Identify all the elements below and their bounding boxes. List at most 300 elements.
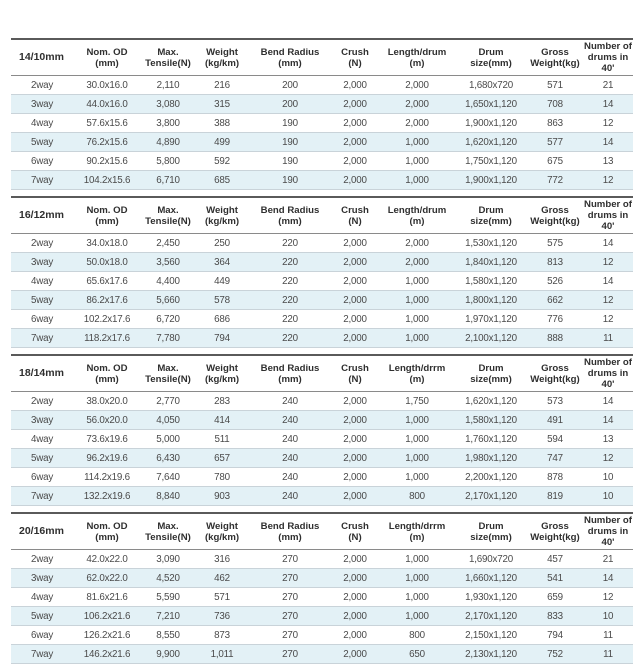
cell-crush: 2,000 <box>343 572 367 584</box>
cell-length-per-drum: 1,000 <box>405 136 429 148</box>
header-max-tensile: Max. Tensile(N) <box>145 46 191 69</box>
cell-nom-od: 34.0x18.0 <box>86 237 128 249</box>
cell-length-per-drum: 2,000 <box>405 256 429 268</box>
header-weight: Weight (kg/km) <box>204 204 240 227</box>
cell-crush: 2,000 <box>343 490 367 502</box>
cell-length-per-drum: 1,000 <box>405 471 429 483</box>
cell-length-per-drum: 1,000 <box>405 275 429 287</box>
cell-max-tensile: 8,840 <box>156 490 180 502</box>
cell-drums-in-40ft: 21 <box>602 553 614 565</box>
cell-drums-in-40ft: 12 <box>602 294 614 306</box>
cell-max-tensile: 6,710 <box>156 174 180 186</box>
cell-weight: 1,011 <box>210 648 234 660</box>
cell-drum-size: 2,200x1,120 <box>465 471 517 483</box>
table-row <box>11 626 633 645</box>
cell-gross-weight: 457 <box>547 553 563 565</box>
cell-weight: 449 <box>214 275 230 287</box>
cell-gross-weight: 833 <box>547 610 563 622</box>
header-crush: Crush (N) <box>341 362 369 385</box>
cell-crush: 2,000 <box>343 648 367 660</box>
cell-crush: 2,000 <box>343 591 367 603</box>
cell-gross-weight: 573 <box>547 395 563 407</box>
header-drums-in-40ft: Number of drums in 40' <box>584 41 632 74</box>
cell-bend-radius: 240 <box>282 471 298 483</box>
cell-way-count: 7way <box>31 332 54 344</box>
cell-drum-size: 1,900x1,120 <box>465 117 517 129</box>
cell-drums-in-40ft: 14 <box>602 414 614 426</box>
cell-bend-radius: 220 <box>282 256 298 268</box>
cell-way-count: 6way <box>31 471 54 483</box>
cell-gross-weight: 776 <box>547 313 563 325</box>
cell-drums-in-40ft: 21 <box>602 79 614 91</box>
cell-way-count: 3way <box>31 98 54 110</box>
table-row <box>11 234 633 253</box>
header-max-tensile: Max. Tensile(N) <box>145 204 191 227</box>
cell-gross-weight: 577 <box>547 136 563 148</box>
header-drum-size: Drum size(mm) <box>470 362 512 385</box>
cell-drum-size: 1,840x1,120 <box>465 256 517 268</box>
cell-crush: 2,000 <box>343 136 367 148</box>
cell-way-count: 2way <box>31 79 54 91</box>
cell-weight: 388 <box>214 117 230 129</box>
cell-crush: 2,000 <box>343 452 367 464</box>
cell-drum-size: 2,170x1,120 <box>465 610 517 622</box>
header-gross-weight: Gross Weight(kg) <box>530 520 580 543</box>
cell-drum-size: 1,750x1,120 <box>465 155 517 167</box>
cell-drums-in-40ft: 14 <box>602 572 614 584</box>
cell-length-per-drum: 2,000 <box>405 79 429 91</box>
cell-way-count: 5way <box>31 294 54 306</box>
cell-way-count: 2way <box>31 395 54 407</box>
cell-drums-in-40ft: 11 <box>603 648 613 660</box>
spec-table-20-16mm <box>11 512 633 664</box>
cell-drums-in-40ft: 12 <box>602 591 614 603</box>
cell-nom-od: 42.0x22.0 <box>86 553 128 565</box>
cell-nom-od: 102.2x17.6 <box>83 313 131 325</box>
cell-drum-size: 1,800x1,120 <box>465 294 517 306</box>
table-row <box>11 430 633 449</box>
cell-weight: 364 <box>214 256 230 268</box>
cell-weight: 686 <box>214 313 230 325</box>
cell-gross-weight: 662 <box>547 294 563 306</box>
cell-max-tensile: 5,590 <box>156 591 180 603</box>
cell-nom-od: 132.2x19.6 <box>83 490 131 502</box>
cell-gross-weight: 888 <box>547 332 563 344</box>
cell-bend-radius: 190 <box>282 117 298 129</box>
cell-length-per-drum: 800 <box>409 490 425 502</box>
cell-crush: 2,000 <box>343 313 367 325</box>
cell-way-count: 2way <box>31 553 54 565</box>
cell-nom-od: 114.2x19.6 <box>84 471 130 483</box>
header-drums-in-40ft: Number of drums in 40' <box>584 357 632 390</box>
cell-max-tensile: 5,660 <box>156 294 180 306</box>
cell-gross-weight: 594 <box>547 433 563 445</box>
cell-nom-od: 30.0x16.0 <box>86 79 128 91</box>
cell-way-count: 7way <box>31 490 54 502</box>
cell-weight: 685 <box>214 174 230 186</box>
cell-weight: 250 <box>214 237 230 249</box>
cell-drums-in-40ft: 14 <box>602 98 614 110</box>
header-length-per-drum: Length/drrm (m) <box>388 520 446 543</box>
cell-way-count: 7way <box>31 174 54 186</box>
cell-max-tensile: 4,520 <box>156 572 180 584</box>
cell-length-per-drum: 1,750 <box>405 395 429 407</box>
cell-drum-size: 1,620x1,120 <box>465 136 517 148</box>
header-nom-od: Nom. OD (mm) <box>86 46 128 69</box>
cell-gross-weight: 526 <box>547 275 563 287</box>
cell-drum-size: 2,130x1,120 <box>465 648 517 660</box>
cell-gross-weight: 772 <box>547 174 563 186</box>
header-max-tensile: Max. Tensile(N) <box>145 362 191 385</box>
cell-bend-radius: 240 <box>282 414 298 426</box>
cell-crush: 2,000 <box>343 79 367 91</box>
cell-drums-in-40ft: 10 <box>602 471 614 483</box>
cell-max-tensile: 5,800 <box>156 155 180 167</box>
cell-way-count: 6way <box>31 629 54 641</box>
cell-drums-in-40ft: 13 <box>602 433 614 445</box>
cell-max-tensile: 5,000 <box>156 433 180 445</box>
cell-weight: 592 <box>214 155 230 167</box>
cell-bend-radius: 240 <box>282 490 298 502</box>
cell-max-tensile: 6,720 <box>156 313 180 325</box>
cell-length-per-drum: 800 <box>409 629 425 641</box>
table-row <box>11 253 633 272</box>
cell-nom-od: 57.6x15.6 <box>86 117 128 129</box>
spec-table-18-14mm <box>11 354 633 506</box>
cell-nom-od: 50.0x18.0 <box>86 256 128 268</box>
table-row <box>11 392 633 411</box>
cell-gross-weight: 863 <box>547 117 563 129</box>
cell-way-count: 6way <box>31 155 54 167</box>
cell-drum-size: 1,580x1,120 <box>465 275 517 287</box>
cell-drum-size: 2,100x1,120 <box>465 332 517 344</box>
cell-max-tensile: 2,110 <box>156 79 180 91</box>
cell-drums-in-40ft: 11 <box>603 629 613 641</box>
cell-gross-weight: 571 <box>547 79 563 91</box>
cell-length-per-drum: 2,000 <box>405 237 429 249</box>
table-row <box>11 645 633 664</box>
cell-nom-od: 86.2x17.6 <box>86 294 128 306</box>
header-length-per-drum: Length/drum (m) <box>387 46 447 69</box>
cell-nom-od: 104.2x15.6 <box>83 174 131 186</box>
cell-drum-size: 1,690x720 <box>469 553 513 565</box>
header-gross-weight: Gross Weight(kg) <box>530 362 580 385</box>
cell-weight: 283 <box>214 395 230 407</box>
cell-crush: 2,000 <box>343 294 367 306</box>
header-crush: Crush (N) <box>341 46 369 69</box>
cell-way-count: 2way <box>31 237 54 249</box>
cell-drum-size: 1,970x1,120 <box>465 313 517 325</box>
cell-way-count: 3way <box>31 256 54 268</box>
cell-max-tensile: 3,080 <box>156 98 180 110</box>
cell-crush: 2,000 <box>343 174 367 186</box>
cell-gross-weight: 659 <box>547 591 563 603</box>
cell-gross-weight: 752 <box>547 648 563 660</box>
cell-crush: 2,000 <box>343 275 367 287</box>
header-bend-radius: Bend Radius (mm) <box>260 46 320 69</box>
duct-size-label: 18/14mm <box>19 367 64 379</box>
cell-gross-weight: 675 <box>547 155 563 167</box>
header-weight: Weight (kg/km) <box>204 362 240 385</box>
header-drum-size: Drum size(mm) <box>470 204 512 227</box>
cell-drums-in-40ft: 11 <box>603 332 613 344</box>
table-row <box>11 152 633 171</box>
cell-weight: 216 <box>214 79 230 91</box>
cell-crush: 2,000 <box>343 155 367 167</box>
header-weight: Weight (kg/km) <box>204 46 240 69</box>
table-row <box>11 291 633 310</box>
table-row <box>11 569 633 588</box>
cell-bend-radius: 220 <box>282 237 298 249</box>
cell-drum-size: 1,980x1,120 <box>465 452 517 464</box>
cell-way-count: 6way <box>31 313 54 325</box>
cell-max-tensile: 3,090 <box>156 553 180 565</box>
cell-length-per-drum: 1,000 <box>405 332 429 344</box>
table-row <box>11 588 633 607</box>
cell-weight: 315 <box>214 98 230 110</box>
cell-drum-size: 1,580x1,120 <box>465 414 517 426</box>
cell-drum-size: 2,170x1,120 <box>465 490 517 502</box>
table-row <box>11 272 633 291</box>
header-drums-in-40ft: Number of drums in 40' <box>584 515 632 548</box>
table-row <box>11 76 633 95</box>
cell-crush: 2,000 <box>343 256 367 268</box>
cell-drums-in-40ft: 12 <box>602 174 614 186</box>
cell-nom-od: 73.6x19.6 <box>86 433 128 445</box>
cell-bend-radius: 220 <box>282 275 298 287</box>
table-header <box>11 356 633 392</box>
header-nom-od: Nom. OD (mm) <box>86 204 128 227</box>
cell-gross-weight: 708 <box>547 98 563 110</box>
cell-way-count: 7way <box>31 648 54 660</box>
cell-crush: 2,000 <box>343 414 367 426</box>
table-row <box>11 449 633 468</box>
header-drums-in-40ft: Number of drums in 40' <box>584 199 632 232</box>
cell-nom-od: 96.2x19.6 <box>86 452 128 464</box>
cell-max-tensile: 2,770 <box>156 395 180 407</box>
cell-nom-od: 76.2x15.6 <box>86 136 128 148</box>
cell-drum-size: 1,620x1,120 <box>465 395 517 407</box>
cell-nom-od: 62.0x22.0 <box>86 572 128 584</box>
cell-crush: 2,000 <box>343 395 367 407</box>
cell-crush: 2,000 <box>343 629 367 641</box>
cell-max-tensile: 3,800 <box>156 117 180 129</box>
cell-max-tensile: 8,550 <box>156 629 180 641</box>
cell-bend-radius: 200 <box>282 98 298 110</box>
duct-size-label: 14/10mm <box>19 51 64 63</box>
cell-weight: 657 <box>214 452 230 464</box>
table-row <box>11 487 633 506</box>
spec-table-16-12mm <box>11 196 633 348</box>
cell-length-per-drum: 1,000 <box>405 433 429 445</box>
cell-nom-od: 90.2x15.6 <box>86 155 128 167</box>
cell-length-per-drum: 1,000 <box>405 591 429 603</box>
cell-drum-size: 1,930x1,120 <box>465 591 517 603</box>
cell-nom-od: 44.0x16.0 <box>86 98 128 110</box>
header-length-per-drum: Length/drrm (m) <box>388 362 446 385</box>
cell-bend-radius: 240 <box>282 452 298 464</box>
cell-max-tensile: 7,210 <box>156 610 180 622</box>
cell-bend-radius: 240 <box>282 433 298 445</box>
cell-max-tensile: 4,400 <box>156 275 180 287</box>
cell-weight: 462 <box>214 572 230 584</box>
cell-crush: 2,000 <box>343 553 367 565</box>
cell-weight: 511 <box>214 433 230 445</box>
cell-crush: 2,000 <box>343 610 367 622</box>
cell-weight: 903 <box>214 490 230 502</box>
cell-weight: 499 <box>214 136 230 148</box>
cell-nom-od: 106.2x21.6 <box>83 610 131 622</box>
table-row <box>11 95 633 114</box>
header-drum-size: Drum size(mm) <box>470 46 512 69</box>
cell-bend-radius: 270 <box>282 648 298 660</box>
cell-length-per-drum: 1,000 <box>405 294 429 306</box>
cell-crush: 2,000 <box>343 471 367 483</box>
cell-drums-in-40ft: 10 <box>602 490 614 502</box>
cell-crush: 2,000 <box>343 237 367 249</box>
cell-drum-size: 1,530x1,120 <box>465 237 517 249</box>
cell-max-tensile: 6,430 <box>156 452 180 464</box>
cell-drums-in-40ft: 12 <box>602 313 614 325</box>
cell-length-per-drum: 1,000 <box>405 155 429 167</box>
cell-way-count: 3way <box>31 414 54 426</box>
cell-max-tensile: 9,900 <box>156 648 180 660</box>
cell-weight: 873 <box>214 629 230 641</box>
cell-weight: 316 <box>214 553 230 565</box>
spec-table-14-10mm <box>11 38 633 190</box>
cell-drum-size: 1,680x720 <box>469 79 513 91</box>
table-header <box>11 514 633 550</box>
cell-drums-in-40ft: 14 <box>602 136 614 148</box>
cell-nom-od: 38.0x20.0 <box>86 395 128 407</box>
cell-weight: 736 <box>214 610 230 622</box>
cell-length-per-drum: 1,000 <box>405 610 429 622</box>
cell-drums-in-40ft: 12 <box>602 117 614 129</box>
cell-gross-weight: 747 <box>547 452 563 464</box>
table-row <box>11 468 633 487</box>
cell-bend-radius: 200 <box>282 79 298 91</box>
cell-weight: 571 <box>214 591 230 603</box>
cell-bend-radius: 220 <box>282 313 298 325</box>
cell-nom-od: 56.0x20.0 <box>86 414 128 426</box>
cell-drum-size: 1,900x1,120 <box>465 174 517 186</box>
table-row <box>11 114 633 133</box>
cell-bend-radius: 270 <box>282 591 298 603</box>
duct-size-label: 20/16mm <box>19 525 64 537</box>
cell-drums-in-40ft: 14 <box>602 275 614 287</box>
cell-bend-radius: 270 <box>282 553 298 565</box>
cell-drums-in-40ft: 12 <box>602 452 614 464</box>
cell-weight: 780 <box>214 471 230 483</box>
header-drum-size: Drum size(mm) <box>470 520 512 543</box>
cell-length-per-drum: 2,000 <box>405 117 429 129</box>
cell-bend-radius: 240 <box>282 395 298 407</box>
cell-drums-in-40ft: 10 <box>602 610 614 622</box>
cell-gross-weight: 575 <box>547 237 563 249</box>
cell-max-tensile: 4,050 <box>156 414 180 426</box>
cell-crush: 2,000 <box>343 433 367 445</box>
cell-length-per-drum: 1,000 <box>405 553 429 565</box>
cell-way-count: 5way <box>31 136 54 148</box>
duct-size-label: 16/12mm <box>19 209 64 221</box>
cell-way-count: 5way <box>31 610 54 622</box>
header-gross-weight: Gross Weight(kg) <box>530 204 580 227</box>
header-nom-od: Nom. OD (mm) <box>86 520 128 543</box>
cell-nom-od: 65.6x17.6 <box>86 275 128 287</box>
cell-drum-size: 1,660x1,120 <box>465 572 517 584</box>
header-bend-radius: Bend Radius (mm) <box>260 362 320 385</box>
cell-nom-od: 126.2x21.6 <box>83 629 131 641</box>
cell-crush: 2,000 <box>343 117 367 129</box>
header-weight: Weight (kg/km) <box>204 520 240 543</box>
table-row <box>11 329 633 348</box>
cell-weight: 794 <box>214 332 230 344</box>
cell-drums-in-40ft: 13 <box>602 155 614 167</box>
table-row <box>11 171 633 190</box>
cell-bend-radius: 190 <box>282 155 298 167</box>
header-crush: Crush (N) <box>341 204 369 227</box>
cell-max-tensile: 7,640 <box>156 471 180 483</box>
cell-drums-in-40ft: 14 <box>602 395 614 407</box>
cell-bend-radius: 190 <box>282 174 298 186</box>
cell-max-tensile: 2,450 <box>156 237 180 249</box>
cell-drum-size: 1,650x1,120 <box>465 98 517 110</box>
cell-gross-weight: 794 <box>547 629 563 641</box>
cell-way-count: 5way <box>31 452 54 464</box>
cell-gross-weight: 541 <box>547 572 563 584</box>
cell-way-count: 3way <box>31 572 54 584</box>
header-nom-od: Nom. OD (mm) <box>86 362 128 385</box>
cell-max-tensile: 3,560 <box>156 256 180 268</box>
cell-nom-od: 81.6x21.6 <box>86 591 128 603</box>
cell-bend-radius: 270 <box>282 629 298 641</box>
cell-crush: 2,000 <box>343 98 367 110</box>
header-max-tensile: Max. Tensile(N) <box>145 520 191 543</box>
header-bend-radius: Bend Radius (mm) <box>260 520 320 543</box>
cell-nom-od: 146.2x21.6 <box>83 648 131 660</box>
cell-bend-radius: 220 <box>282 332 298 344</box>
cell-length-per-drum: 1,000 <box>405 313 429 325</box>
cell-drums-in-40ft: 12 <box>602 256 614 268</box>
table-row <box>11 310 633 329</box>
cell-gross-weight: 813 <box>547 256 563 268</box>
spec-sheet <box>11 38 633 670</box>
header-bend-radius: Bend Radius (mm) <box>260 204 320 227</box>
cell-bend-radius: 220 <box>282 294 298 306</box>
cell-way-count: 4way <box>31 433 54 445</box>
cell-drum-size: 2,150x1,120 <box>465 629 517 641</box>
cell-bend-radius: 190 <box>282 136 298 148</box>
cell-nom-od: 118.2x17.6 <box>84 332 130 344</box>
cell-max-tensile: 7,780 <box>156 332 180 344</box>
header-length-per-drum: Length/drum (m) <box>387 204 447 227</box>
cell-length-per-drum: 2,000 <box>405 98 429 110</box>
cell-weight: 578 <box>214 294 230 306</box>
cell-length-per-drum: 1,000 <box>405 414 429 426</box>
cell-crush: 2,000 <box>343 332 367 344</box>
cell-length-per-drum: 1,000 <box>405 452 429 464</box>
cell-length-per-drum: 650 <box>409 648 425 660</box>
cell-way-count: 4way <box>31 591 54 603</box>
cell-way-count: 4way <box>31 117 54 129</box>
cell-gross-weight: 878 <box>547 471 563 483</box>
cell-bend-radius: 270 <box>282 610 298 622</box>
cell-drums-in-40ft: 14 <box>602 237 614 249</box>
table-row <box>11 133 633 152</box>
header-gross-weight: Gross Weight(kg) <box>530 46 580 69</box>
table-row <box>11 411 633 430</box>
table-header <box>11 40 633 76</box>
